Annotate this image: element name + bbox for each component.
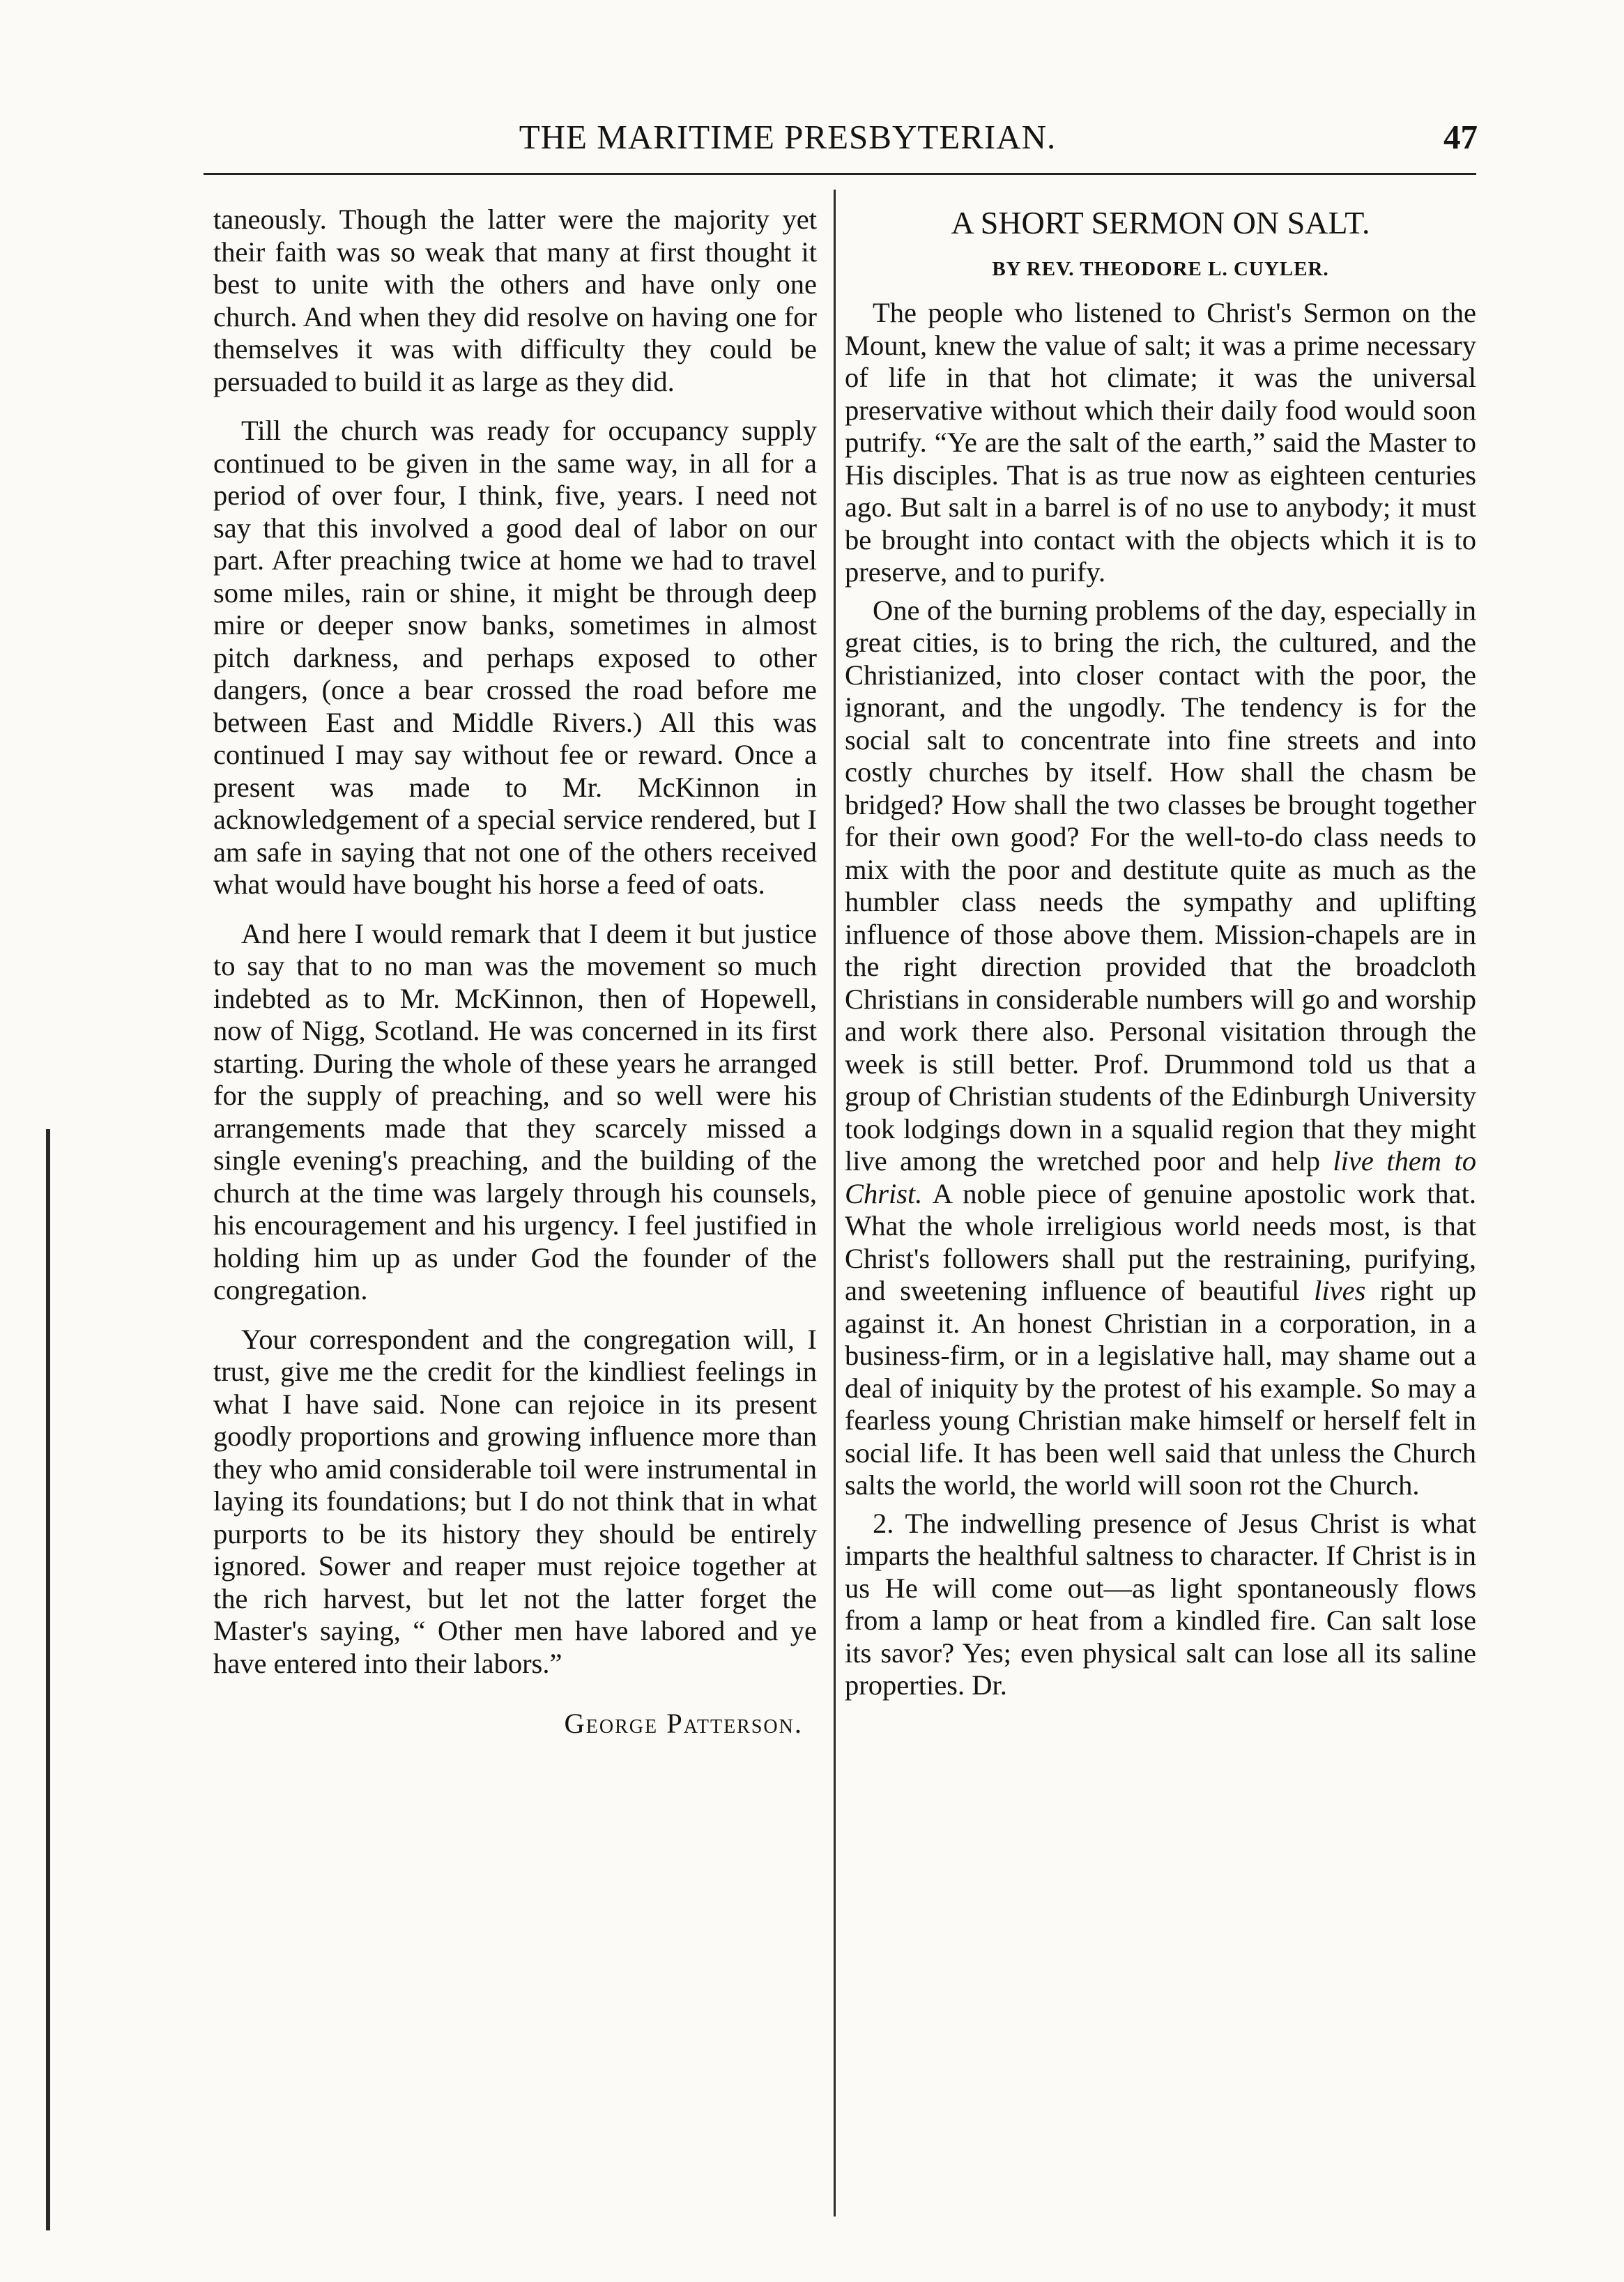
column-divider (834, 190, 836, 2216)
left-column (213, 204, 817, 1740)
author-signature: George Patterson. (564, 1708, 803, 1739)
right-paragraph-2-part-3: right up against it. An honest Christian in a corporation, in a business-firm, or in a legislative hall, may shame out a deal of iniquity by the protest of his example. So may a fearless young Christian make himself or herself felt in social life. It has been well said that unless the Church salts the world, the world will soon rot the Church. (845, 1275, 1476, 1501)
left-paragraph-3: And here I would remark that I deem it but justice to say that to no man was the movement so much indebted as to Mr. McKinnon, then of Hopewell, now of Nigg, Scotland. He was concerned in its first starting. During the whole of these years he arranged for the supply of preaching, and so well were his arrangements made that they scarcely missed a single evening's preaching, and the building of the church at the time was largely through his counsels, his encouragement and his urgency. I feel justified in holding him up as under God the founder of the congregation. (213, 917, 817, 1305)
right-paragraph-2-part-1: One of the burning problems of the day, especially in great cities, is to bring the rich, the cultured, and the Christianized, into closer contact with the poor, the ignorant, and the ungodly. The tendency is for the social salt to concentrate into fine streets and into costly churches by itself. How shall the chasm be bridged? How shall the two classes be brought together for their own good? For the well-to-do class needs to mix with the poor and destitute quite as much as the humbler class needs the sympathy and uplifting influence of those above them. Mission-chapels are in the right direction provided that the broadcloth Christians in considerable numbers will go and worship and work there also. Personal visitation through the week is still better. Prof. Drummond told us that a group of Christian students of the Edinburgh University took lodgings down in a squalid region that they might live among the wretched poor and help (845, 594, 1476, 1177)
margin-mark (46, 1129, 50, 2230)
right-paragraph-2-emphasis-1: live them to Christ. (845, 1145, 1476, 1209)
right-column (845, 204, 1476, 1702)
right-paragraph-2-emphasis-2: lives (1314, 1275, 1366, 1306)
left-paragraph-1: taneously. Though the latter were the majority yet their faith was so weak that many at first thought it best to unite with the others and have only one church. And when they did resolve on having one for themselves it was with difficulty they could be persuaded to build it as large as they did. (213, 204, 817, 397)
article-byline: BY REV. THEODORE L. CUYLER. (992, 258, 1329, 280)
right-paragraph-2 (845, 595, 1476, 1502)
left-paragraph-4: Your correspondent and the congregation will, I trust, give me the credit for the kindliest feelings in what I have said. None can rejoice in its present goodly proportions and growing influence more than they who amid considerable toil were instrumental in laying its foundations; but I do not think that in what purports to be its history they should be entirely ignored. Sower and reaper must rejoice together at the rich harvest, but let not the latter forget the Master's saying, “ Other men have labored and ye have entered into their labors.” (213, 1323, 817, 1679)
page-header (174, 117, 1478, 169)
right-paragraph-1: The people who listened to Christ's Sermon on the Mount, knew the value of salt; it was a prime necessary of life in that hot climate; it was the universal preservative without which their daily food would soon putrify. “Ye are the salt of the earth,” said the Master to His disciples. That is as true now as eighteen centuries ago. But salt in a barrel is of no use to anybody; it must be brought into contact with the objects which it is to preserve, and to purify. (845, 297, 1476, 588)
left-paragraph-2: Till the church was ready for occupancy supply continued to be given in the same way, in all for a period of over four, I think, five, years. I need not say that this involved a good deal of labor on our part. After preaching twice at home we had to travel some miles, rain or shine, it might be through deep mire or deeper snow banks, sometimes in almost pitch darkness, and perhaps exposed to other dangers, (once a bear crossed the road before me between East and Middle Rivers.) All this was continued I may say without fee or reward. Once a present was made to Mr. McKinnon in acknowledgement of a special service rendered, but I am safe in saying that not one of the others received what would have bought his horse a feed of oats. (213, 415, 817, 900)
page-number: 47 (1443, 118, 1478, 156)
newspaper-title: THE MARITIME PRESBYTERIAN. (519, 118, 1057, 156)
header-rule (204, 173, 1476, 175)
right-paragraph-3: 2. The indwelling presence of Jesus Christ is what imparts the healthful saltness to character. If Christ is in us He will come out—as light spontaneously flows from a lamp or heat from a kindled fire. Can salt lose its savor? Yes; even physical salt can lose all its saline properties. Dr. (845, 1507, 1476, 1701)
article-title: A SHORT SERMON ON SALT. (951, 205, 1370, 240)
right-paragraph-2-part-2: A noble piece of genuine apostolic work that. What the whole irreligious world needs most, is that Christ's followers shall put the restraining, purifying, and sweetening influence of beautiful (845, 1177, 1476, 1306)
